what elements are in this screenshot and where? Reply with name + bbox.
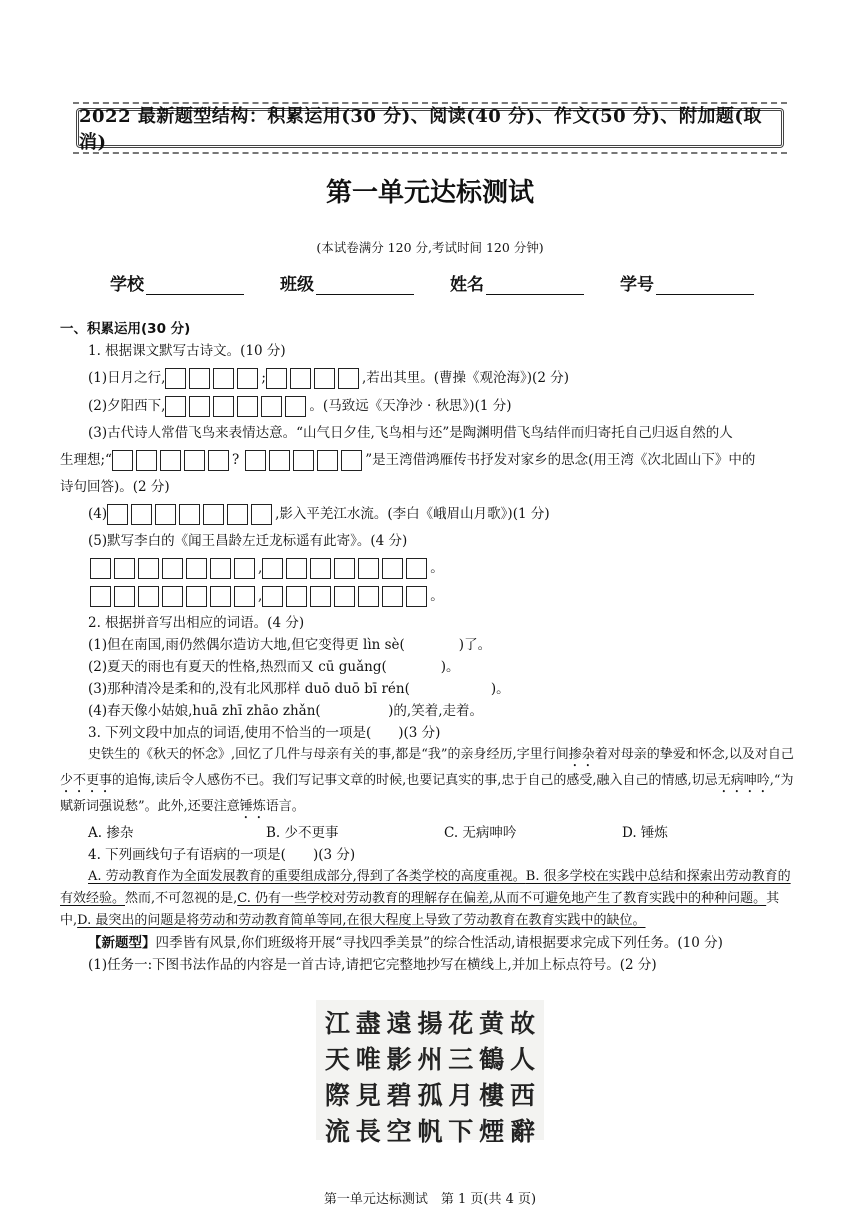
q3-passage: 史铁生的《秋天的怀念》,回忆了几件与母亲有关的事,都是“我”的亲身经历,字里行间掺杂着对母亲的挚爱和怀念,以及对自己少不更事的追悔,读后令人感伤不已。我们写记事文章的时候,也要记真实的事,忠于自己的感受,融入自己的情感,切忌无病呻吟,“为赋新词强说愁”。此外,还要注意锤炼语言。	[60, 747, 794, 814]
calligraphy-char: 花	[448, 1009, 474, 1038]
page-title: 第一单元达标测试	[325, 178, 534, 208]
answer-boxes[interactable]	[165, 396, 309, 417]
q2-item: (1)但在南国,雨仍然偶尔造访大地,但它变得更 lìn sè( )了。	[88, 637, 492, 653]
calligraphy-char: 煙	[479, 1117, 505, 1146]
calligraphy-char: 西	[509, 1081, 535, 1110]
q4-passage: A. 劳动教育作为全面发展教育的重要组成部分,得到了各类学校的高度重视。B. 很多学校在实践中总结和探索出劳动教育的有效经验。然而,不可忽视的是,C. 仍有一些学校对劳动教育的理解存在偏差,从而不可避免地产生了教育实践中的种种问题。其中,D. 最突出的问题是将劳动和劳动教育简单等同,在很大程度上导致了劳动教育在教育实践中的缺位。	[60, 869, 791, 928]
calligraphy-column	[386, 1004, 412, 1146]
q2-item: (2)夏天的雨也有夏天的性格,热烈而又 cū guǎng( )。	[88, 659, 460, 675]
calligraphy-char: 黄	[479, 1009, 505, 1038]
calligraphy-char: 州	[417, 1045, 443, 1074]
answer-boxes[interactable]	[262, 558, 430, 579]
page-footer: 第一单元达标测试 第 1 页(共 4 页)	[323, 1192, 537, 1207]
question-1: 1. 根据课文默写古诗文。(10 分)	[88, 343, 286, 359]
choice-b[interactable]: B. 少不更事	[266, 825, 339, 841]
q2-item: (4)春天像小姑娘,huā zhī zhāo zhǎn( )的,笑着,走着。	[88, 703, 483, 719]
calligraphy-char: 盡	[355, 1009, 381, 1038]
calligraphy-char: 流	[324, 1117, 350, 1146]
calligraphy-char: 碧	[386, 1081, 412, 1110]
q1-3-line1: (3)古代诗人常借飞鸟来表情达意。“山气日夕佳,飞鸟相与还”是陶渊明借飞鸟结伴而归寄托自己归返自然的人	[88, 425, 733, 441]
calligraphy-char: 唯	[355, 1045, 381, 1074]
exam-content	[60, 318, 800, 976]
answer-boxes[interactable]	[90, 586, 258, 607]
student-info-fields	[110, 270, 754, 295]
calligraphy-char: 遠	[386, 1009, 412, 1038]
question-2: 2. 根据拼音写出相应的词语。(4 分)	[88, 615, 305, 631]
q1-1: (1)日月之行, ; ,若出其里。(曹操《观沧海》)(2 分)	[88, 366, 800, 390]
dotted-word: 掺杂	[568, 747, 595, 762]
calligraphy-char: 月	[448, 1081, 474, 1110]
calligraphy-char: 見	[355, 1081, 381, 1110]
calligraphy-char: 天	[324, 1045, 350, 1074]
calligraphy-char: 江	[324, 1009, 350, 1038]
class-field[interactable]: 班级	[280, 270, 414, 295]
section-heading: 一、积累运用(30 分)	[60, 321, 191, 337]
banner-text: 2022 最新题型结构：积累运用(30 分)、阅读(40 分)、作文(50 分)、附加题(取消)	[79, 106, 762, 153]
answer-boxes[interactable]	[266, 368, 362, 389]
exam-subtitle: (本试卷满分 120 分,考试时间 120 分钟)	[316, 240, 544, 255]
q3-choices	[88, 822, 800, 844]
calligraphy-char: 下	[448, 1117, 474, 1146]
dotted-word: 少不更事	[60, 773, 113, 788]
calligraphy-column	[509, 1004, 535, 1146]
calligraphy-char: 樓	[479, 1081, 505, 1110]
calligraphy-image	[316, 1000, 544, 1146]
answer-boxes[interactable]	[165, 368, 261, 389]
calligraphy-column	[324, 1004, 350, 1146]
q1-5-line2: , 。	[90, 584, 800, 608]
new-type-tag: 【新题型】	[88, 935, 156, 951]
calligraphy-char: 空	[386, 1117, 412, 1146]
q1-3-line3: 诗句回答)。(2 分)	[60, 479, 170, 495]
choice-c[interactable]: C. 无病呻吟	[444, 825, 517, 841]
calligraphy-column	[448, 1004, 474, 1146]
calligraphy-char: 孤	[417, 1081, 443, 1110]
answer-boxes[interactable]	[245, 450, 365, 471]
q1-3-line2: 生理想;“ ? ”是王湾借鸿雁传书抒发对家乡的思念(用王湾《次北固山下》中的	[60, 448, 800, 472]
answer-boxes[interactable]	[107, 504, 275, 525]
calligraphy-char: 長	[355, 1117, 381, 1146]
name-field[interactable]: 姓名	[450, 270, 584, 295]
dotted-word: 锤炼	[239, 799, 266, 814]
question-4: 4. 下列画线句子有语病的一项是( )(3 分)	[88, 847, 356, 863]
choice-a[interactable]: A. 掺杂	[88, 825, 134, 841]
calligraphy-char: 影	[386, 1045, 412, 1074]
calligraphy-char: 故	[509, 1009, 535, 1038]
student-id-field[interactable]: 学号	[620, 270, 754, 295]
choice-d[interactable]: D. 锤炼	[622, 825, 668, 841]
calligraphy-column	[479, 1004, 505, 1146]
q5-task-1: (1)任务一:下图书法作品的内容是一首古诗,请把它完整地抄写在横线上,并加上标点符号。(2 分)	[88, 957, 657, 973]
q1-5: (5)默写李白的《闻王昌龄左迁龙标遥有此寄》。(4 分)	[88, 533, 408, 549]
calligraphy-char: 際	[324, 1081, 350, 1110]
school-field[interactable]: 学校	[110, 270, 244, 295]
calligraphy-char: 鶴	[479, 1045, 505, 1074]
q1-5-line1: , 。	[90, 556, 800, 580]
calligraphy-char: 帆	[417, 1117, 443, 1146]
calligraphy-column	[417, 1004, 443, 1146]
q2-item: (3)那种清冷是柔和的,没有北风那样 duō duō bī rén( )。	[88, 681, 510, 697]
answer-boxes[interactable]	[112, 450, 232, 471]
answer-boxes[interactable]	[90, 558, 258, 579]
question-5: 【新题型】四季皆有风景,你们班级将开展“寻找四季美景”的综合性活动,请根据要求完成下列任务。(10 分)	[88, 935, 723, 951]
calligraphy-char: 辭	[509, 1117, 535, 1146]
calligraphy-char: 揚	[417, 1009, 443, 1038]
exam-structure-banner	[76, 106, 784, 153]
calligraphy-column	[355, 1004, 381, 1146]
q1-2: (2)夕阳西下, 。(马致远《天净沙 · 秋思》)(1 分)	[88, 394, 800, 418]
answer-boxes[interactable]	[262, 586, 430, 607]
calligraphy-char: 三	[448, 1045, 474, 1074]
question-3: 3. 下列文段中加点的词语,使用不恰当的一项是( )(3 分)	[88, 725, 441, 741]
q1-4: (4) ,影入平羌江水流。(李白《峨眉山月歌》)(1 分)	[88, 502, 800, 526]
dotted-word: 无病呻吟	[717, 773, 770, 788]
calligraphy-char: 人	[509, 1045, 535, 1074]
